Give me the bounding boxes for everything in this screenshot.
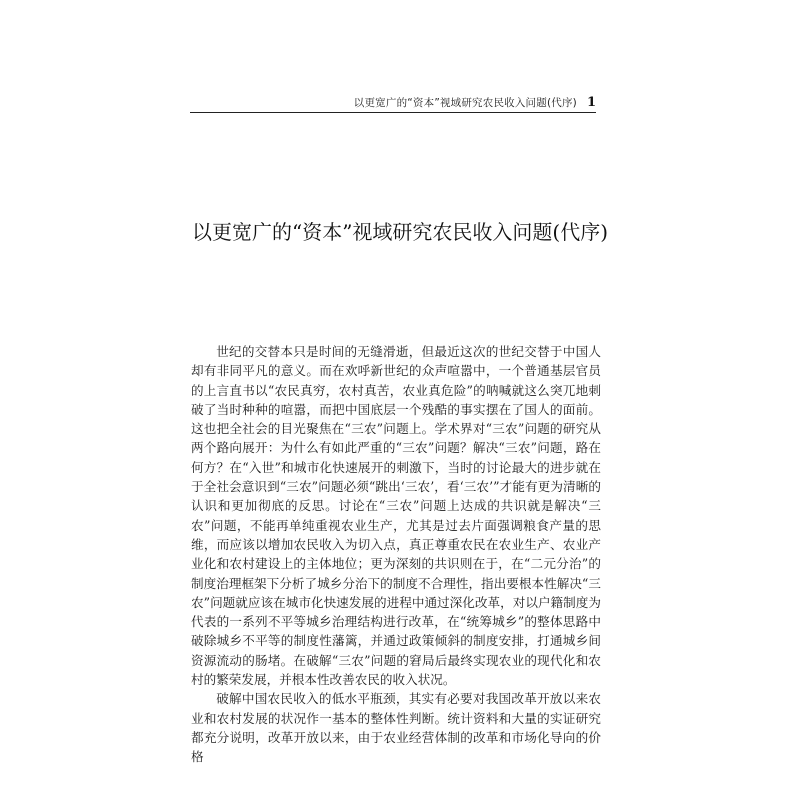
page-number: 1: [586, 95, 596, 110]
paragraph: 世纪的交替本只是时间的无缝滑逝，但最近这次的世纪交替于中国人却有非同平凡的意义。而在欢呼新世纪的众声喧嚣中，一个普通基层官员的上言直书以“农民真穷，农村真苦，农业真危险”的呐喊就这么突兀地刺破了当时种种的喧嚣，而把中国底层一个残酷的事实摆在了国人的面前。这也把全社会的目光聚焦在“三农”问题上。学术界对“三农”问题的研究从两个路向展开：为什么有如此严重的“三农”问题？解决“三农”问题，路在何方？在“入世”和城市化快速展开的刺激下，当时的讨论最大的进步就在于全社会意识到“三农”问题必须“跳出‘三农’，看‘三农’”才能有更为清晰的认识和更加彻底的反思。讨论在“三农”问题上达成的共识就是解决“三农”问题，不能再单纯重视农业生产，尤其是过去片面强调粮食产量的思维，而应该以增加农民收入为切入点，真正尊重农民在农业生产、农业产业化和农村建设上的主体地位；更为深刻的共识则在于，在“二元分治”的制度治理框架下分析了城乡分治下的制度不合理性，指出要根本性解决“三农”问题就应该在城市化快速发展的进程中通过深化改革，对以户籍制度为代表的一系列不平等城乡治理结构进行改革，在“统筹城乡”的整体思路中破除城乡不平等的制度性藩篱，并通过政策倾斜的制度安排，打通城乡间资源流动的肠堵。在破解“三农”问题的窘局后最终实现农业的现代化和农村的繁荣发展，并根本性改善农民的收入状况。: [191, 344, 601, 688]
chapter-title: 以更宽广的“资本”视域研究农民收入问题(代序): [191, 220, 609, 244]
running-header-title: 以更宽广的“资本”视域研究农民收入问题(代序): [353, 97, 577, 109]
body-text: [191, 342, 601, 767]
paragraph: 破解中国农民收入的低水平瓶颈，其实有必要对我国改革开放以来农业和农村发展的状况作一基本的整体性判断。统计资料和大量的实证研究都充分说明，改革开放以来，由于农业经营体制的改革和市场化导向的价格: [191, 691, 601, 765]
running-header: [190, 88, 596, 113]
